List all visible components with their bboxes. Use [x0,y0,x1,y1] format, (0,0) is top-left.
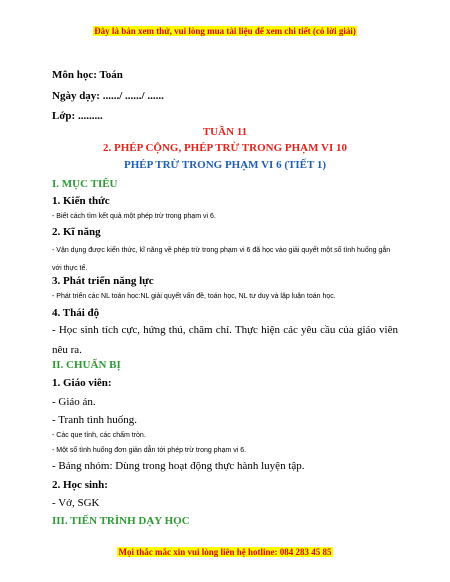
attitude-text: - Học sinh tích cực, hứng thú, chăm chỉ. Thực hiện các yêu cầu của giáo viên nêu ra. [52,324,398,356]
skills-text: - Vận dụng được kiến thức, kĩ năng về phép trừ trong phạm vi 6 đã học vào giải quyết một số tình huống gắn với thực tế. [52,247,391,272]
hotline-banner [0,547,450,557]
competence-text: - Phát triển các NL toán học:NL giải quyết vấn đề, toán học, NL tư duy và lập luận toán học. [52,293,336,300]
section-preparation-heading: II. CHUẨN BỊ [52,359,121,371]
preview-banner [0,26,450,36]
skills-heading: 2. Kĩ năng [52,226,101,238]
teacher-item: - Một số tình huống đơn giản dẫn tới phép trừ trong phạm vi 6. [52,447,247,454]
sublesson-title: PHÉP TRỪ TRONG PHẠM VI 6 (TIẾT 1) [124,159,326,171]
hotline-banner-text: Mọi thắc mắc xin vui lòng liên hệ hotline: 084 283 45 85 [118,547,332,557]
knowledge-text: - Biết cách tìm kết quả một phép trừ trong phạm vi 6. [52,213,216,220]
teacher-item: - Tranh tình huống. [52,414,137,426]
teacher-item: - Các que tính, các chấm tròn. [52,432,146,439]
section-objectives-heading: I. MỤC TIÊU [52,178,118,190]
attitude-heading: 4. Thái độ [52,307,100,319]
week-title: TUẦN 11 [202,126,248,138]
teacher-item: - Bảng nhóm: Dùng trong hoạt động thực hành luyện tập. [52,460,305,472]
student-item: - Vở, SGK [52,497,100,509]
preview-banner-text: Đây là bản xem thử, vui lòng mua tài liệu để xem chi tiết (có lời giải) [94,26,356,36]
teacher-heading: 1. Giáo viên: [52,377,112,389]
student-heading: 2. Học sinh: [52,479,108,491]
competence-heading: 3. Phát triển năng lực [52,275,154,287]
teacher-item: - Giáo án. [52,396,96,408]
class-line: Lớp: ......... [52,110,103,122]
subject-line: Môn học: Toán [52,69,123,81]
lesson-title: 2. PHÉP CỘNG, PHÉP TRỪ TRONG PHẠM VI 10 [102,142,348,154]
section-process-heading: III. TIẾN TRÌNH DẠY HỌC [52,515,190,527]
date-line: Ngày dạy: ....../ ....../ ...... [52,90,164,102]
knowledge-heading: 1. Kiến thức [52,195,110,207]
